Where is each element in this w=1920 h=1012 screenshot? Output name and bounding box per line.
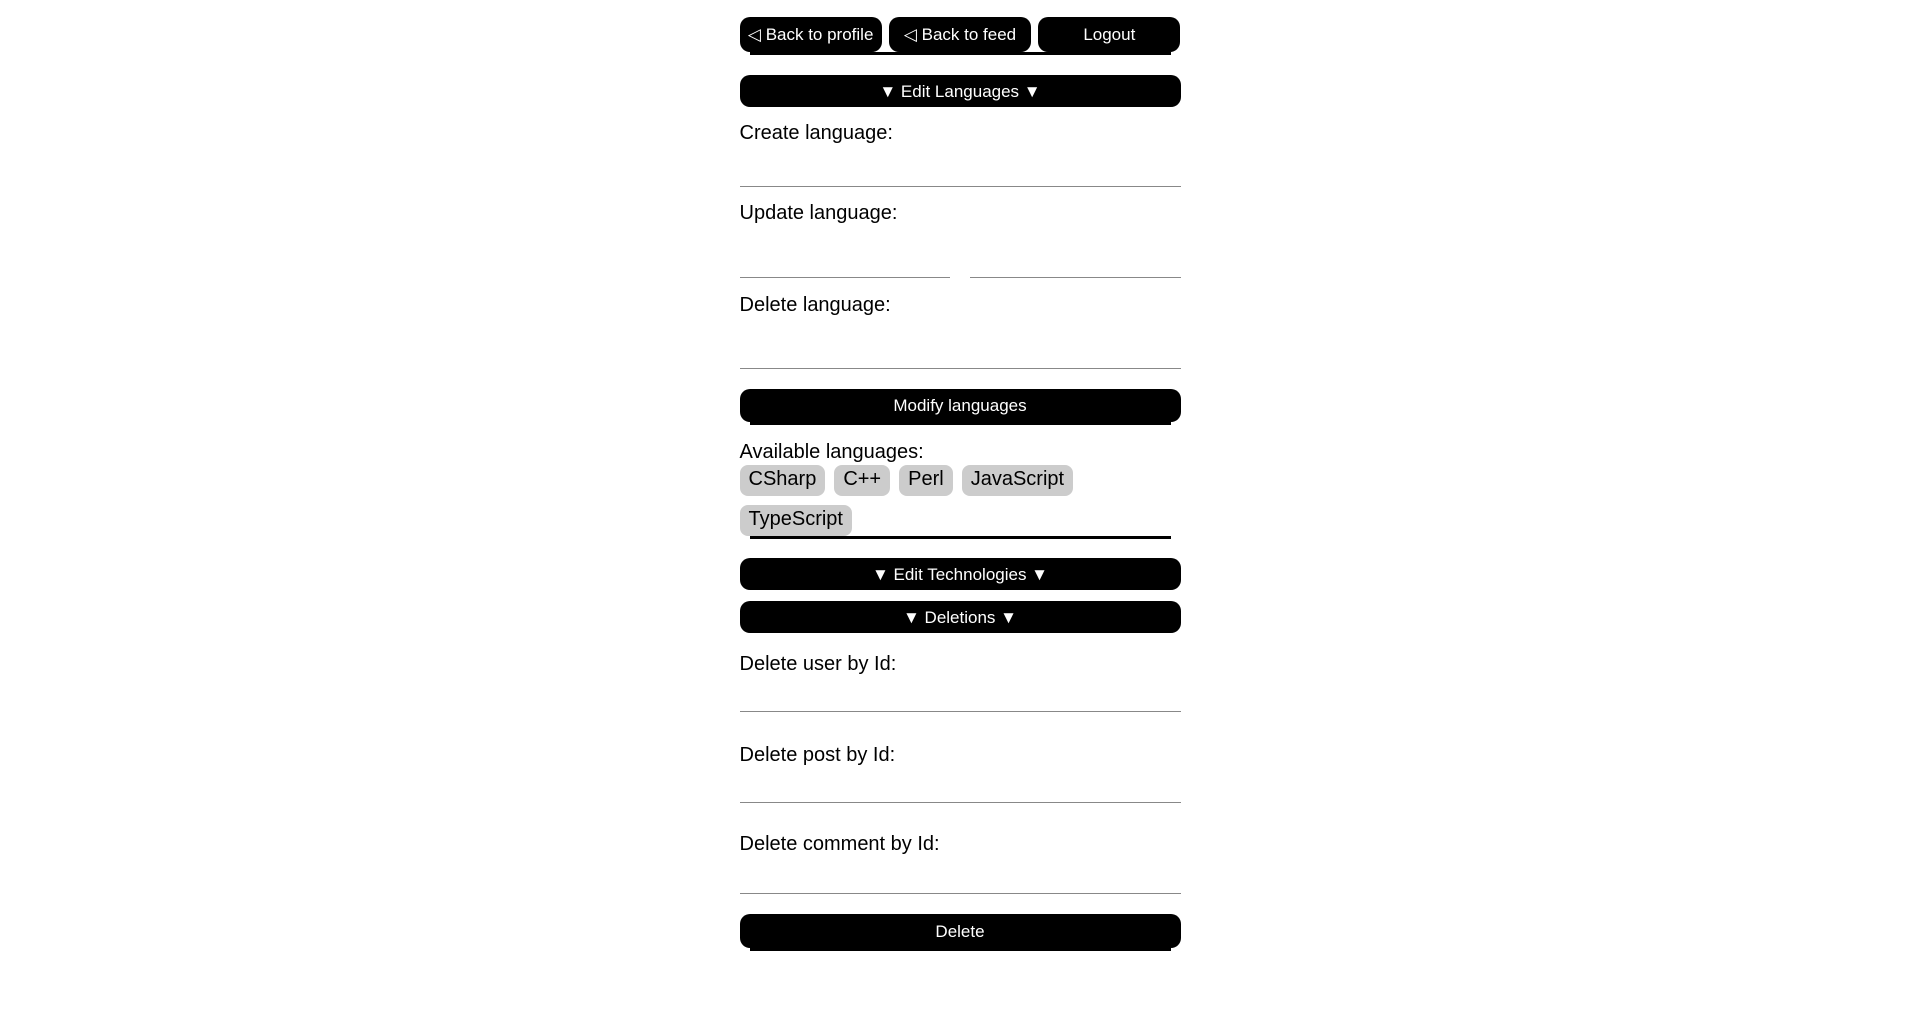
- delete-button[interactable]: Delete: [740, 914, 1181, 948]
- delete-user-by-id-label: Delete user by Id:: [739, 653, 897, 675]
- available-languages-list: [740, 465, 1181, 536]
- update-language-new-input[interactable]: [970, 225, 1181, 278]
- delete-language-label: Delete language:: [739, 294, 891, 316]
- delete-post-id-input[interactable]: [740, 767, 1181, 803]
- section-separator: [750, 536, 1171, 539]
- deletions-toggle-button[interactable]: ▼ Deletions ▼: [740, 601, 1181, 633]
- language-tag: TypeScript: [740, 505, 852, 536]
- delete-post-by-id-label: Delete post by Id:: [739, 744, 896, 766]
- top-nav: [740, 17, 1181, 52]
- language-tag: C++: [834, 465, 890, 496]
- delete-language-input[interactable]: [740, 317, 1181, 369]
- modify-languages-button[interactable]: Modify languages: [740, 389, 1181, 422]
- delete-comment-by-id-label: Delete comment by Id:: [739, 833, 940, 855]
- create-language-input[interactable]: [740, 145, 1181, 187]
- update-language-inputs: [740, 225, 1181, 278]
- admin-panel: [740, 0, 1181, 951]
- delete-comment-id-input[interactable]: [740, 856, 1181, 894]
- section-separator: [750, 422, 1171, 425]
- section-separator: [750, 52, 1171, 55]
- edit-technologies-toggle-button[interactable]: ▼ Edit Technologies ▼: [740, 558, 1181, 590]
- update-language-old-input[interactable]: [740, 225, 951, 278]
- language-tag: Perl: [899, 465, 953, 496]
- delete-user-id-input[interactable]: [740, 676, 1181, 712]
- language-tag: CSharp: [740, 465, 826, 496]
- back-to-profile-button[interactable]: ◁ Back to profile: [740, 17, 882, 52]
- section-separator: [750, 948, 1171, 951]
- available-languages-label: Available languages:: [739, 441, 924, 463]
- back-to-feed-button[interactable]: ◁ Back to feed: [889, 17, 1031, 52]
- update-language-label: Update language:: [739, 202, 898, 224]
- edit-languages-toggle-button[interactable]: ▼ Edit Languages ▼: [740, 75, 1181, 107]
- logout-button[interactable]: Logout: [1038, 17, 1180, 52]
- create-language-label: Create language:: [739, 122, 893, 144]
- language-tag: JavaScript: [962, 465, 1073, 496]
